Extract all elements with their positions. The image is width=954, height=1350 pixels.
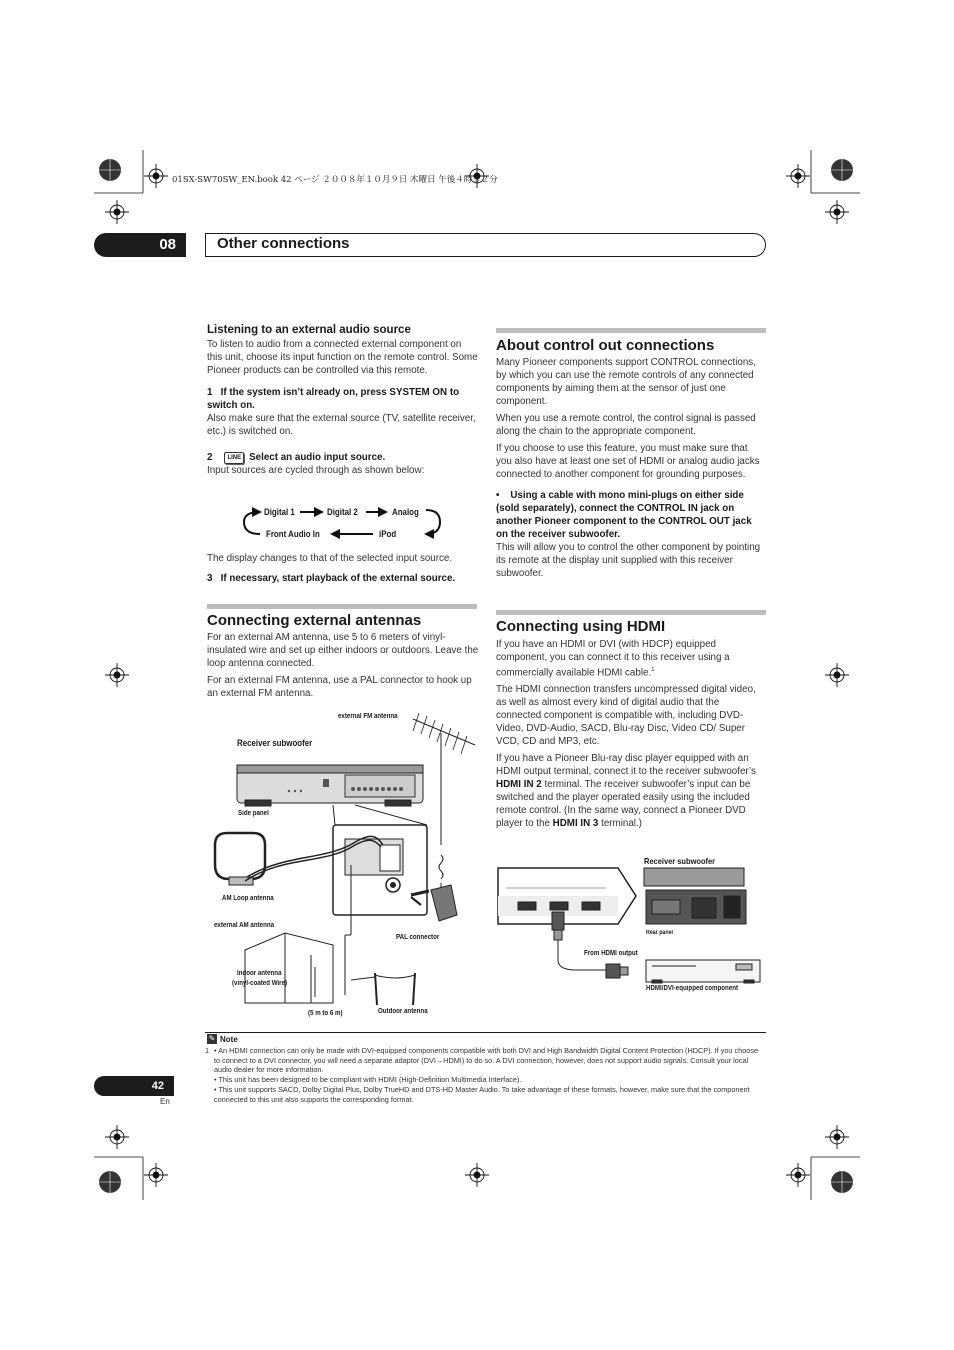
step-3-number: 3 [207,573,213,584]
step-3 [207,572,479,585]
external-am-label: external AM antenna [214,922,275,929]
control-p3: If you choose to use this feature, you must make sure that you also have at least one set of HDMI or analog audio jacks connected to another component for grounding purposes. [496,443,760,480]
note-number: 1 [205,1046,210,1055]
control-rule [496,328,766,333]
hdmi-p3-e: terminal.) [598,818,642,830]
page-language: En [160,1097,170,1106]
page-number: 42 [94,1076,174,1096]
step-2-text: Select an audio input source. [249,452,386,463]
hdmi-receiver-label: Receiver subwoofer [644,856,716,866]
hdmi-p3-c: terminal. The receiver subwoofer’s input can be switched and the player operated easily using the included remote control. (In the same way, connect a Pioneer DVD player to the [496,779,751,830]
note-item: • An HDMI connection can only be made with DVI-equipped components compatible with both DVI and High Bandwidth Digital Content Protection (HDCP). If you choose to connect to a DVI connector, you will need a separate adaptor (DVI→HDMI) to do so. A DVI connection, however, does not support audio signals. Consult your local audio dealer for more information. [214,1046,759,1075]
print-info: 01SX-SW70SW_EN.book 42 ページ ２００８年１０月９日 木曜日 午後４時３２分 [172,175,498,185]
hdmi-p3-a: If you have a Pioneer Blu-ray disc player equipped with an HDMI output terminal, connect it to the receiver subwoofer’s [496,753,756,778]
control-p2: When you use a remote control, the control signal is passed along the chain to the appropriate component. [496,413,756,437]
indoor-wire-label: (vinyl-coated Wire) [232,980,288,987]
hdmi-p1 [496,638,766,679]
footnote-ref: 1 [651,667,655,673]
note-title: Note [220,1034,238,1044]
hdmi-rule [496,610,766,615]
am-loop-label: AM Loop antenna [222,895,274,902]
step-1-text: If the system isn’t already on, press SYSTEM ON to switch on. [207,387,460,411]
line-button-icon: LINE [224,452,244,464]
cycle-digital-1: Digital 1 [264,507,295,517]
note-header [207,1034,238,1044]
control-bullet [496,489,766,541]
step-3-text: If necessary, start playback of the external source. [220,573,456,584]
control-p1: Many Pioneer components support CONTROL connections, by which you can use the remote controls of any connected components by aiming them at the sensor of just one component. [496,357,756,407]
cycle-ipod: iPod [379,529,397,539]
step-2 [207,451,479,464]
hdmi-heading: Connecting using HDMI [496,618,666,635]
indoor-antenna-label: Indoor antenna [237,970,282,977]
listening-section [207,323,479,477]
hdmi-p3 [496,752,766,830]
hdmi-in-2: HDMI IN 2 [496,779,542,791]
step-1-body: Also make sure that the external source (TV, satellite receiver, etc.) is switched on. [207,413,476,437]
hdmi-p1-text: If you have an HDMI or DVI (with HDCP) equipped component, you can connect it to this receiver using a commercially available HDMI cable. [496,639,730,679]
note-item: • This unit has been designed to be compliant with HDMI (High-Definition Multimedia Interface). [214,1075,522,1085]
hdmi-diagram [496,860,766,1000]
antenna-diagram [205,705,477,1025]
antennas-body [207,631,479,700]
note-list [214,1046,766,1104]
control-heading: About control out connections [496,337,715,354]
chapter-number: 08 [94,233,186,257]
length-label: (5 m to 6 m) [308,1010,343,1017]
control-body [496,356,766,580]
fm-antenna-label: external FM antenna [338,713,398,720]
step-2-number: 2 [207,452,213,463]
listening-section-cont [207,552,479,585]
chapter-title: Other connections [217,235,350,252]
control-bullet-body: This will allow you to control the other component by pointing its remote at the display unit supplied with this receiver subwoofer. [496,542,761,579]
antennas-p1: For an external AM antenna, use 5 to 6 meters of vinyl-insulated wire and set up either indoors or outdoors. Leave the loop antenna connected. [207,632,479,669]
rear-panel-label: Rear panel [646,930,674,936]
pencil-icon: ✎ [208,1034,216,1043]
from-hdmi-label: From HDMI output [584,950,638,957]
hdmi-in-3: HDMI IN 3 [552,818,599,830]
outdoor-antenna-label: Outdoor antenna [378,1008,428,1015]
antennas-p2: For an external FM antenna, use a PAL connector to hook up an external FM antenna. [207,675,472,699]
listening-heading: Listening to an external audio source [207,324,411,336]
pal-connector-label: PAL connector [396,934,440,941]
cycle-front-audio-in: Front Audio In [266,529,320,539]
hdmi-p2: The HDMI connection transfers uncompressed digital video, as well as almost every kind of digital audio that the connected component is compatible with, including DVD-Video, DVD-Audio, SACD, Blu-ray Disc, Video CD/ Super VCD, CD and MP3, etc. [496,684,756,748]
step-1-number: 1 [207,387,213,398]
hdmi-body [496,638,766,830]
hdmi-component-label: HDMI/DVI-equipped component [646,985,739,992]
bullet-mark: • [496,490,500,501]
step-2-body: Input sources are cycled through as shown below: [207,465,425,476]
cycle-analog: Analog [392,507,419,517]
step-1 [207,386,479,412]
display-note: The display changes to that of the selected input source. [207,553,453,564]
receiver-subwoofer-label: Receiver subwoofer [237,738,313,748]
note-rule [205,1032,766,1033]
bullet-text: Using a cable with mono mini-plugs on either side (sold separately), connect the CONTROL IN jack on another Pioneer component to the CONTROL OUT jack on the receiver subwoofer. [496,490,752,540]
antennas-rule [207,604,477,609]
listening-intro: To listen to audio from a connected external component on this unit, choose its input function on the remote control. Some Pioneer products can be controlled via this remote. [207,339,478,376]
note-item: • This unit supports SACD, Dolby Digital Plus, Dolby TrueHD and DTS-HD Master Audio. To take advantage of these formats, however, make sure that the component connected to this unit also supports the corresponding format. [214,1084,750,1104]
antennas-heading: Connecting external antennas [207,612,422,629]
side-panel-label: Side panel [238,810,269,817]
cycle-digital-2: Digital 2 [327,507,358,517]
